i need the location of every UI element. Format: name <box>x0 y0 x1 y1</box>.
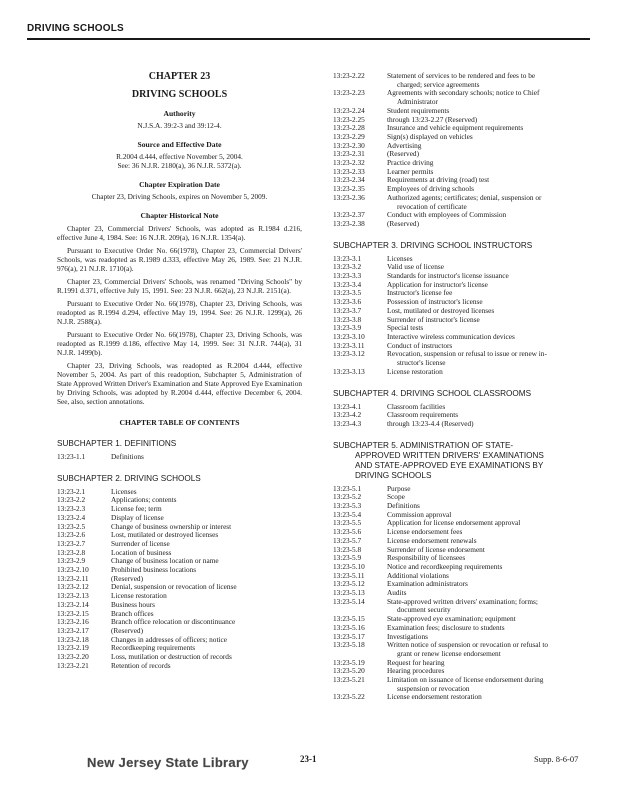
subchapter-5-title-line: APPROVED WRITTEN DRIVERS' EXAMINATIONS <box>355 450 544 460</box>
section-number: 13:23-5.19 <box>333 657 365 667</box>
section-number: 13:23-3.9 <box>333 323 362 333</box>
section-title <box>387 89 591 106</box>
section-title-line: License endorsement renewals <box>387 535 477 545</box>
section-title-line: Surrender of license <box>111 538 170 548</box>
toc-entry <box>333 493 591 502</box>
section-number: 13:23-2.19 <box>57 643 89 653</box>
subchapter-2-list <box>57 488 302 671</box>
section-number: 13:23-3.6 <box>333 297 362 307</box>
subchapter-1-list <box>57 453 302 462</box>
section-title-line: Licenses <box>387 253 413 263</box>
toc-heading: CHAPTER TABLE OF CONTENTS <box>119 418 240 427</box>
section-title-line: Additional violations <box>387 570 449 580</box>
subchapter-2-title: SUBCHAPTER 2. DRIVING SCHOOLS <box>57 473 201 483</box>
source-heading: Source and Effective Date <box>137 140 222 149</box>
toc-entry <box>333 255 591 264</box>
section-title-line: Location of business <box>111 547 172 557</box>
section-title-line: Commission approval <box>387 509 452 519</box>
chapter-title: DRIVING SCHOOLS <box>131 89 228 100</box>
section-title-line: Application for instructor's license <box>387 279 488 289</box>
history-paragraph: Pursuant to Executive Order No. 66(1978), Chapter 23, Driving Schools, was readopted as R.1994 d.294, effective May 19, 1994. See: 26 N.J.R. 1299(a), 26 N.J.R. 2588(a). <box>57 299 302 326</box>
section-number: 13:23-5.8 <box>333 544 362 554</box>
section-title-line: Practice driving <box>387 158 434 168</box>
section-number: 13:23-5.14 <box>333 596 365 606</box>
toc-entry <box>333 563 591 572</box>
toc-entry <box>333 281 591 290</box>
section-number: 13:23-3.1 <box>333 253 362 263</box>
subchapter-3-list <box>333 255 591 377</box>
section-title <box>387 72 591 89</box>
section-number: 13:23-2.12 <box>57 582 89 592</box>
section-number: 13:23-5.9 <box>333 553 362 563</box>
section-title-line: Branch office relocation or discontinuance <box>111 617 236 627</box>
toc-entry <box>57 488 302 497</box>
section-title-line: License restoration <box>111 591 167 601</box>
toc-entry <box>57 496 302 505</box>
toc-entry <box>57 653 302 662</box>
section-title-line: License restoration <box>387 366 443 376</box>
section-number: 13:23-2.15 <box>57 608 89 618</box>
page-number: 23-1 <box>300 754 317 764</box>
section-title-line: Sign(s) displayed on vehicles <box>387 131 473 141</box>
section-title-line: Agreements with secondary schools; notice to Chief <box>387 88 540 98</box>
section-number: 13:23-5.7 <box>333 535 362 545</box>
toc-entry <box>333 159 591 168</box>
section-title-line: Request for hearing <box>387 657 445 667</box>
section-number: 13:23-2.9 <box>57 556 86 566</box>
section-number: 13:23-2.37 <box>333 210 365 220</box>
section-title-line: Business hours <box>111 599 155 609</box>
section-number: 13:23-2.29 <box>333 131 365 141</box>
section-number: 13:23-2.34 <box>333 175 365 185</box>
section-title <box>387 420 591 429</box>
section-number: 13:23-4.3 <box>333 418 362 428</box>
section-number: 13:23-4.1 <box>333 401 362 411</box>
section-title-line: Prohibited business locations <box>111 565 197 575</box>
section-number: 13:23-5.16 <box>333 622 365 632</box>
section-title <box>111 453 302 462</box>
section-title-line: Classroom requirements <box>387 410 459 420</box>
history-paragraph: Chapter 23, Commercial Drivers' Schools, was renamed "Driving Schools" by R.1991 d.371, effective July 15, 1991. See: 23 N.J.R. 662(a), 23 N.J.R. 2151(a). <box>57 277 302 295</box>
toc-entry <box>57 662 302 671</box>
toc-entry <box>333 142 591 151</box>
toc-entry <box>333 350 591 367</box>
section-number: 13:23-4.2 <box>333 410 362 420</box>
toc-entry <box>57 540 302 549</box>
section-number: 13:23-5.5 <box>333 518 362 528</box>
section-number: 13:23-5.4 <box>333 509 362 519</box>
toc-entry <box>333 316 591 325</box>
toc-entry <box>333 133 591 142</box>
source-text-2: See: 36 N.J.R. 2180(a), 36 N.J.R. 5372(a). <box>117 161 242 170</box>
section-title-line: (Reserved) <box>111 625 144 635</box>
section-number: 13:23-2.17 <box>57 625 89 635</box>
section-title-line: Lost, mutilated or destroyed licenses <box>111 530 219 540</box>
right-column <box>333 72 591 702</box>
section-title-line: Retention of records <box>111 660 171 670</box>
expiration-text: Chapter 23, Driving Schools, expires on November 5, 2009. <box>91 192 268 201</box>
section-title-line: License endorsement restoration <box>387 692 482 702</box>
section-number: 13:23-2.32 <box>333 158 365 168</box>
section-title-continuation: document security <box>397 605 451 615</box>
section-number: 13:23-5.20 <box>333 666 365 676</box>
library-logo: New Jersey State Library <box>87 755 249 770</box>
section-title-line: Loss, mutilation or destruction of records <box>111 652 232 662</box>
section-title-line: State-approved eye examination; equipment <box>387 614 516 624</box>
section-title-line: Change of business ownership or interest <box>111 521 232 531</box>
section-title-line: Responsibility of licensees <box>387 553 466 563</box>
history-paragraph: Chapter 23, Driving Schools, was readopted as R.2004 d.444, effective November 5, 2004. As part of this readoption, Subchapter 5, Administration of State Approved Written Driver's Examination and State Approved Eye Examination by Driving Schools, was adopted by R.2004 d.444, effective December 6, 2004. See, also, section annotations. <box>57 361 302 406</box>
section-title-line: Surrender of license endorsement <box>387 544 485 554</box>
section-title-continuation: charged; service agreements <box>397 79 480 89</box>
section-title-line: Licenses <box>111 486 137 496</box>
toc-entry <box>333 598 591 615</box>
section-title-line: through 13:23-4.4 (Reserved) <box>387 418 474 428</box>
section-title-line: Change of business location or name <box>111 556 219 566</box>
section-title-continuation: revocation of certificate <box>397 201 467 211</box>
section-title-line: Statement of services to be rendered and fees to be <box>387 71 536 80</box>
section-number: 13:23-5.10 <box>333 561 365 571</box>
section-number: 13:23-2.33 <box>333 166 365 176</box>
subchapter-5-title-line: DRIVING SCHOOLS <box>355 470 432 480</box>
section-number: 13:23-2.16 <box>57 617 89 627</box>
section-title-line: Examination administrators <box>387 579 468 589</box>
section-title-line: Conduct of instructors <box>387 340 453 350</box>
subchapter-5-title-line: AND STATE-APPROVED EYE EXAMINATIONS BY <box>355 460 544 470</box>
section-number: 13:23-2.2 <box>57 495 86 505</box>
section-number: 13:23-5.18 <box>333 640 365 650</box>
section-number: 13:23-2.21 <box>57 660 89 670</box>
section-title-line: Scope <box>387 492 405 502</box>
subchapter-3-title: SUBCHAPTER 3. DRIVING SCHOOL INSTRUCTORS <box>333 240 533 250</box>
section-number: 13:23-5.6 <box>333 527 362 537</box>
section-title-line: Purpose <box>387 483 411 493</box>
section-number: 13:23-2.4 <box>57 512 86 522</box>
section-title <box>387 676 591 693</box>
section-title-line: Authorized agents; certificates; denial, suspension or <box>387 192 542 202</box>
history-paragraph: Pursuant to Executive Order No. 66(1978), Chapter 23, Driving Schools, was readopted as R.1999 d.186, effective May 14, 1999. See: 31 N.J.R. 744(a), 31 N.J.R. 1499(b). <box>57 330 302 357</box>
section-title-line: License endorsement fees <box>387 527 463 537</box>
toc-entry <box>57 531 302 540</box>
toc-entry <box>333 641 591 658</box>
history-paragraph: Pursuant to Executive Order No. 66(1978), Chapter 23, Commercial Drivers' Schools, was readopted as R.1989 d.333, effective May 26, 1989. See: 21 N.J.R. 976(a), 21 N.J.R. 1710(a). <box>57 246 302 273</box>
section-title-line: Employees of driving schools <box>387 184 474 194</box>
section-number: 13:23-2.13 <box>57 591 89 601</box>
supplement-date: Supp. 8-6-07 <box>534 754 579 764</box>
section-title-line: Application for license endorsement approval <box>387 518 521 528</box>
section-title-line: (Reserved) <box>387 218 420 228</box>
source-text-1: R.2004 d.444, effective November 5, 2004. <box>116 152 243 161</box>
section-number: 13:23-2.30 <box>333 140 365 150</box>
subchapter-4-list <box>333 403 591 429</box>
toc-entry <box>333 89 591 106</box>
section-number: 13:23-3.11 <box>333 340 365 350</box>
section-number: 13:23-2.14 <box>57 599 89 609</box>
toc-entry <box>333 485 591 494</box>
section-number: 13:23-2.35 <box>333 184 365 194</box>
section-title-line: Audits <box>387 588 407 598</box>
toc-entry <box>333 659 591 668</box>
section-title-line: Special tests <box>387 323 424 333</box>
section-number: 13:23-2.22 <box>333 71 365 80</box>
section-number: 13:23-5.21 <box>333 675 365 685</box>
section-title-line: Conduct with employees of Commission <box>387 210 507 220</box>
section-number: 13:23-2.8 <box>57 547 86 557</box>
toc-entry <box>333 420 591 429</box>
section-title-line: Branch offices <box>111 608 154 618</box>
section-title-line: Standards for instructor's license issuance <box>387 271 509 281</box>
section-title-line: Recordkeeping requirements <box>111 643 196 653</box>
section-title-line: Learner permits <box>387 166 434 176</box>
section-number: 13:23-5.1 <box>333 483 362 493</box>
section-title-line: Surrender of instructor's license <box>387 314 480 324</box>
section-title-line: Notice and recordkeeping requirements <box>387 561 503 571</box>
section-number: 13:23-3.2 <box>333 262 362 272</box>
section-number: 13:23-2.25 <box>333 114 365 124</box>
section-number: 13:23-3.12 <box>333 349 365 359</box>
section-title-line: Limitation on issuance of license endorsement during <box>387 675 544 685</box>
section-title-continuation: suspension or revocation <box>397 683 470 693</box>
section-title-line: Requirements at driving (road) test <box>387 175 490 185</box>
section-number: 13:23-2.24 <box>333 105 365 115</box>
subchapter-1-title: SUBCHAPTER 1. DEFINITIONS <box>57 439 177 448</box>
section-number: 13:23-5.22 <box>333 692 365 702</box>
section-title-line: Valid use of license <box>387 262 444 272</box>
section-title <box>387 350 591 367</box>
toc-entry <box>333 502 591 511</box>
toc-entry <box>333 580 591 589</box>
section-number: 13:23-1.1 <box>57 452 86 461</box>
toc-entry <box>333 693 591 702</box>
section-number: 13:23-2.28 <box>333 123 365 133</box>
toc-entry <box>333 624 591 633</box>
section-title <box>387 485 591 494</box>
chapter-number: CHAPTER 23 <box>148 71 211 82</box>
section-number: 13:23-3.13 <box>333 366 365 376</box>
toc-entry <box>57 592 302 601</box>
section-number: 13:23-2.23 <box>333 88 365 98</box>
section-title-line: Advertising <box>387 140 422 150</box>
header-rule <box>27 38 590 40</box>
section-number: 13:23-5.2 <box>333 492 362 502</box>
section-title-continuation: grant or renew license endorsement <box>397 648 501 658</box>
section-title-line: Definitions <box>387 501 420 511</box>
subchapter-5-title-line: SUBCHAPTER 5. ADMINISTRATION OF STATE- <box>333 440 514 450</box>
history-heading: Chapter Historical Note <box>140 211 219 220</box>
toc-entry <box>57 566 302 575</box>
toc-entry <box>333 368 591 377</box>
section-number: 13:23-5.15 <box>333 614 365 624</box>
section-title <box>387 220 591 229</box>
section-number: 13:23-2.7 <box>57 538 86 548</box>
section-title-continuation: Administrator <box>397 97 438 107</box>
section-title-line: Investigations <box>387 631 428 641</box>
section-number: 13:23-2.11 <box>57 573 89 583</box>
section-number: 13:23-2.3 <box>57 504 86 514</box>
section-number: 13:23-3.8 <box>333 314 362 324</box>
section-number: 13:23-2.31 <box>333 149 365 159</box>
section-title-line: License fee; term <box>111 504 162 514</box>
subchapter-5-list <box>333 485 591 703</box>
expiration-heading: Chapter Expiration Date <box>139 180 220 189</box>
section-number: 13:23-5.3 <box>333 501 362 511</box>
section-title-line: Insurance and vehicle equipment requirements <box>387 123 524 133</box>
section-title <box>387 368 591 377</box>
section-number: 13:23-2.38 <box>333 218 365 228</box>
toc-entry <box>57 453 302 462</box>
toc-entry <box>57 601 302 610</box>
section-number: 13:23-3.4 <box>333 279 362 289</box>
toc-entry <box>57 505 302 514</box>
subchapter-4-title: SUBCHAPTER 4. DRIVING SCHOOL CLASSROOMS <box>333 388 532 398</box>
section-title-line: Applications; contents <box>111 495 177 505</box>
toc-entry <box>57 583 302 592</box>
section-title-line: Revocation, suspension or refusal to issue or renew in- <box>387 349 547 359</box>
toc-entry <box>333 676 591 693</box>
toc-entry <box>333 333 591 342</box>
section-title-line: Changes in addresses of officers; notice <box>111 634 227 644</box>
subchapter-2-continued-list <box>333 72 591 229</box>
section-number: 13:23-2.36 <box>333 192 365 202</box>
section-title-line: Possession of instructor's license <box>387 297 483 307</box>
section-title-line: Display of license <box>111 512 164 522</box>
toc-entry <box>57 618 302 627</box>
toc-entry <box>333 72 591 89</box>
section-number: 13:23-2.18 <box>57 634 89 644</box>
section-title-line: Instructor's license fee <box>387 288 453 298</box>
running-header: DRIVING SCHOOLS <box>27 23 124 34</box>
authority-text: N.J.S.A. 39:2-3 and 39:12-4. <box>137 121 222 130</box>
section-title <box>387 598 591 615</box>
section-title <box>111 662 302 671</box>
left-column <box>57 72 302 670</box>
section-title-line: Written notice of suspension or revocation or refusal to <box>387 640 549 650</box>
section-number: 13:23-2.5 <box>57 521 86 531</box>
section-number: 13:23-2.6 <box>57 530 86 540</box>
section-title-line: Definitions <box>111 452 144 461</box>
section-number: 13:23-3.5 <box>333 288 362 298</box>
section-number: 13:23-5.17 <box>333 631 365 641</box>
section-title-line: through 13:23-2.27 (Reserved) <box>387 114 478 124</box>
section-title <box>387 641 591 658</box>
toc-entry <box>333 194 591 211</box>
section-number: 13:23-3.7 <box>333 305 362 315</box>
subchapter-5-title <box>333 441 591 481</box>
section-number: 13:23-2.1 <box>57 486 86 496</box>
toc-entry <box>333 150 591 159</box>
toc-entry <box>333 211 591 220</box>
section-title-line: Classroom facilities <box>387 401 446 411</box>
section-number: 13:23-2.10 <box>57 565 89 575</box>
authority-heading: Authority <box>163 109 196 118</box>
section-title-line: State-approved written drivers' examination; forms; <box>387 596 538 606</box>
section-title-line: Lost, mutilated or destroyed licenses <box>387 305 495 315</box>
section-title-line: (Reserved) <box>111 573 144 583</box>
section-title-line: (Reserved) <box>387 149 420 159</box>
section-number: 13:23-3.3 <box>333 271 362 281</box>
toc-entry <box>333 220 591 229</box>
section-title-line: Interactive wireless communication devices <box>387 331 515 341</box>
section-number: 13:23-5.13 <box>333 588 365 598</box>
section-title-line: Examination fees; disclosure to students <box>387 622 505 632</box>
section-title-line: Hearing procedures <box>387 666 445 676</box>
section-number: 13:23-3.10 <box>333 331 365 341</box>
section-title <box>387 194 591 211</box>
section-title-line: Denial, suspension or revocation of license <box>111 582 237 592</box>
toc-entry <box>333 403 591 412</box>
section-title <box>387 693 591 702</box>
section-number: 13:23-5.11 <box>333 570 365 580</box>
section-title-line: Student requirements <box>387 105 450 115</box>
history-paragraph: Chapter 23, Commercial Drivers' Schools, was adopted as R.1984 d.216, effective June 4, 1984. See: 16 N.J.R. 209(a), 16 N.J.R. 1354(a). <box>57 224 302 242</box>
section-number: 13:23-2.20 <box>57 652 89 662</box>
toc-entry <box>333 519 591 528</box>
section-title-continuation: structor's license <box>397 358 446 368</box>
section-title <box>387 580 591 589</box>
section-number: 13:23-5.12 <box>333 579 365 589</box>
